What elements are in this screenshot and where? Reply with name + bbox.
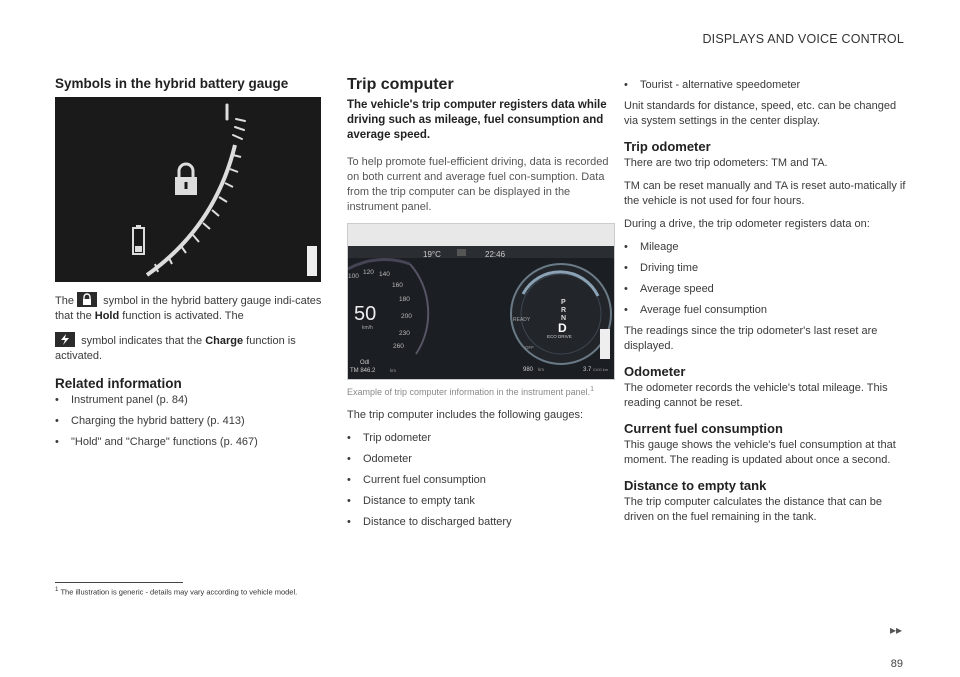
- continued-list: [624, 78, 908, 93]
- distance-to-empty-heading: Distance to empty tank: [624, 478, 767, 493]
- list-item: • Tourist - alternative speedometer: [624, 78, 908, 93]
- lead-paragraph: The vehicle's trip computer registers data while driving such as mileage, fuel consumption and average speed.: [347, 99, 607, 141]
- speed-readout: 50: [354, 303, 377, 325]
- list-item: • Average fuel consumption: [624, 303, 908, 318]
- hybrid-battery-gauge-figure: [55, 97, 321, 282]
- range-readout: 980: [523, 367, 534, 373]
- clock-readout: 22:46: [485, 250, 506, 259]
- fuel-readout: 3.7: [583, 367, 592, 373]
- lock-icon: [77, 292, 97, 307]
- column-2: [347, 76, 615, 536]
- paragraph: Unit standards for distance, speed, etc. can be changed via system settings in the center display.: [624, 100, 897, 127]
- footnote: [55, 586, 297, 597]
- related-link[interactable]: • Charging the hybrid battery (p. 413): [55, 414, 323, 429]
- paragraph-text: symbol indicates that the: [81, 335, 203, 347]
- paragraph-text: function is activated.: [55, 335, 296, 362]
- related-heading: Related information: [55, 376, 182, 391]
- figure-id-tag: [600, 329, 610, 359]
- figure-caption: [347, 384, 615, 398]
- paragraph: There are two trip odometers: TM and TA.: [624, 157, 828, 169]
- paragraph-text: function is activated. The: [122, 310, 244, 322]
- gauge-list: [347, 431, 615, 530]
- speed-tick: 260: [393, 343, 404, 350]
- paragraph-text: The: [55, 295, 74, 307]
- hold-term: Hold: [94, 310, 120, 322]
- list-item: • Current fuel consumption: [347, 473, 615, 488]
- caption-text: Example of trip computer information in the instrument panel.: [347, 387, 591, 397]
- list-item: • Trip odometer: [347, 431, 615, 446]
- trip-readout: TM 846.2: [350, 368, 376, 374]
- footnote-ref[interactable]: 1: [590, 386, 595, 393]
- eco-drive-indicator: ECO DRIVE: [547, 334, 572, 339]
- speed-tick: 230: [399, 330, 410, 337]
- speed-unit: km/h: [362, 325, 373, 331]
- list-item: • Mileage: [624, 240, 908, 255]
- instrument-panel-figure: [347, 223, 615, 380]
- charge-term: Charge: [205, 335, 244, 347]
- paragraph: The trip computer includes the following gauges:: [347, 409, 584, 421]
- battery-gauge-illustration: [55, 97, 321, 282]
- list-item: • Odometer: [347, 452, 615, 467]
- instrument-cluster-illustration: [348, 224, 614, 379]
- paragraph: The trip computer calculates the distance that can be driven on the fuel remaining in the tank.: [624, 496, 883, 523]
- trip-label: Odl: [360, 360, 370, 366]
- speed-tick: 120: [363, 269, 374, 276]
- related-link[interactable]: • Instrument panel (p. 84): [55, 393, 323, 408]
- gear-indicator: N: [561, 315, 567, 322]
- paragraph: TM can be reset manually and TA is reset auto-matically if the vehicle is not used for four hours.: [624, 180, 906, 207]
- paragraph: To help promote fuel-efficient driving, data is recorded on both current and average fuel con-sumption. Data from the trip computer can be displayed in the instrument panel.: [347, 156, 609, 213]
- trip-odometer-heading: Trip odometer: [624, 139, 711, 154]
- speed-tick: 180: [399, 296, 410, 303]
- off-indicator: OFF: [525, 345, 534, 350]
- battery-icon: [133, 225, 144, 254]
- fuel-unit: l/100 km: [593, 367, 609, 372]
- column-3: [624, 78, 908, 533]
- trip-unit: km: [390, 368, 396, 373]
- gear-indicator: D: [558, 321, 567, 335]
- trip-data-list: [624, 240, 908, 318]
- section-heading: Trip computer: [347, 76, 454, 93]
- gear-indicator: P: [561, 299, 566, 306]
- list-item: • Average speed: [624, 282, 908, 297]
- figure-id-tag: [307, 246, 317, 276]
- current-fuel-heading: Current fuel consumption: [624, 421, 783, 436]
- ready-indicator: READY: [513, 317, 531, 323]
- lock-icon: [175, 164, 197, 195]
- next-page-arrow-icon[interactable]: ▸▸: [889, 623, 902, 637]
- range-unit: km: [538, 367, 544, 372]
- paragraph: This gauge shows the vehicle's fuel consumption at that moment. The reading is updated about once a second.: [624, 439, 896, 466]
- footnote-divider: [55, 582, 183, 583]
- charge-bolt-icon: [55, 332, 75, 347]
- page-number: 89: [890, 658, 903, 670]
- paragraph: The odometer records the vehicle's total mileage. This reading cannot be reset.: [624, 382, 888, 409]
- column-1: [55, 76, 323, 456]
- paragraph-text: symbol in the hybrid battery gauge indi-cates that the: [55, 295, 322, 322]
- odometer-heading: Odometer: [624, 364, 686, 379]
- list-item: • Driving time: [624, 261, 908, 276]
- page-header: DISPLAYS AND VOICE CONTROL: [702, 32, 904, 46]
- footnote-text: The illustration is generic - details may vary according to vehicle model.: [60, 587, 298, 597]
- list-item: • Distance to empty tank: [347, 494, 615, 509]
- footnote-number: 1: [55, 586, 59, 593]
- paragraph: The readings since the trip odometer's last reset are displayed.: [624, 325, 878, 352]
- speed-tick: 140: [379, 271, 390, 278]
- speed-tick: 160: [392, 282, 403, 289]
- list-item: • Distance to discharged battery: [347, 515, 615, 530]
- related-link[interactable]: • "Hold" and "Charge" functions (p. 467): [55, 435, 323, 450]
- gear-indicator: R: [561, 307, 567, 314]
- paragraph: During a drive, the trip odometer registers data on:: [624, 218, 870, 230]
- temperature-readout: 19°C: [423, 250, 441, 259]
- speed-tick: 200: [401, 313, 412, 320]
- section-heading: Symbols in the hybrid battery gauge: [55, 76, 289, 91]
- speed-tick: 100: [348, 273, 359, 280]
- related-list: [55, 393, 323, 450]
